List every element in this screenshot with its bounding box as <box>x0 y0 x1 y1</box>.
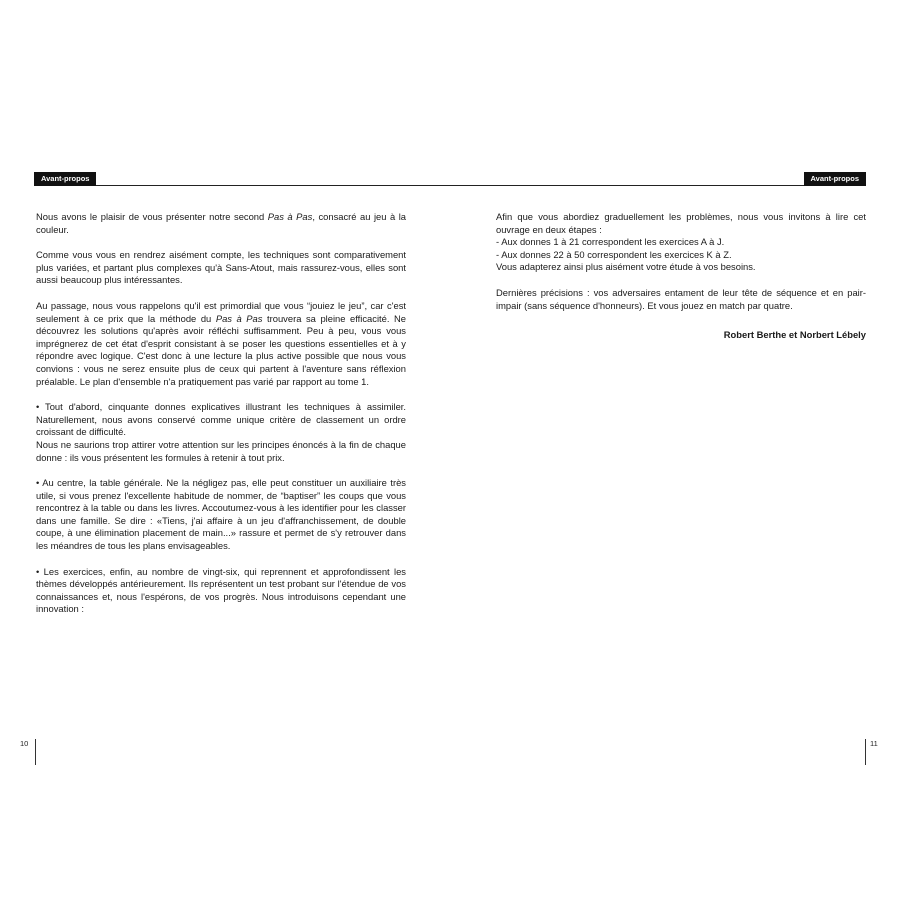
right-page <box>450 0 900 900</box>
paragraph: Afin que vous abordiez graduellement les problèmes, nous vous invitons à lire cet ouvrage en deux étapes : - Aux donnes 1 à 21 correspondent les exercices A à J. - Aux donnes 22 à 50 correspondent les exercices K à Z. Vous adapterez ainsi plus aisément votre étude à vos besoins. <box>496 211 866 273</box>
folio-rule <box>865 739 866 765</box>
bullet-paragraph: • Tout d'abord, cinquante donnes explicatives illustrant les techniques à assimiler. Naturellement, nous avons conservé comme unique critère de classement un ordre croissant de difficulté. Nous ne saurions trop attirer votre attention sur les principes énoncés à la fin de chaque donne : ils vous présentent les formules à retenir à tout prix. <box>36 401 406 463</box>
text-column <box>496 211 866 355</box>
folio-rule <box>35 739 36 765</box>
paragraph: Dernières précisions : vos adversaires entament de leur tête de séquence et en pair-impair (sans séquence d'honneurs). Et vous jouez en match par quatre. <box>496 286 866 311</box>
bullet-paragraph: • Au centre, la table générale. Ne la négligez pas, elle peut constituer un auxiliaire très utile, si vous prenez l'excellente habitude de nommer, de “baptiser” les coups que vous rencontrez à la table ou dans les livres. Accoutumez-vous à les identifier pour les classer dans une famille. Se dire : «Tiens, j'ai affaire à un jeu d'affranchissement, de double coupe, à une élimination placement de main...» rassure et permet de s'y retrouver dans les méandres de tous les plans envisageables. <box>36 477 406 552</box>
signature: Robert Berthe et Norbert Lébely <box>723 329 866 341</box>
text-column <box>36 211 406 629</box>
page-number: 10 <box>20 739 29 748</box>
paragraph: Comme vous vous en rendrez aisément compte, les techniques sont comparativement plus variées, et partant plus complexes qu'à Sans-Atout, mais rassurez-vous, elles sont aussi beaucoup plus intéressantes. <box>36 249 406 286</box>
paragraph: Nous avons le plaisir de vous présenter notre second Pas à Pas, consacré au jeu à la couleur. <box>36 211 406 235</box>
bullet-paragraph: • Les exercices, enfin, au nombre de vingt-six, qui reprennent et approfondissent les thèmes développés antérieurement. Ils représentent un test probant sur l'étendue de vos connaissances et, nous l'espérons, de vos progrès. Nous introduisons cependant une innovation : <box>36 565 406 615</box>
page-number: 11 <box>870 739 878 748</box>
running-head: Avant-propos <box>804 172 866 186</box>
running-head: Avant-propos <box>34 172 96 186</box>
paragraph: Au passage, nous vous rappelons qu'il est primordial que vous “jouiez le jeu”, car c'est seulement à ce prix que la méthode du Pas à Pas trouvera sa pleine efficacité. Ne découvrez les solutions qu'après avoir réfléchi suffisamment. Peu à peu, vous vous imprégnerez de cet état d'esprit consistant à se poser les questions essentielles et à y répondre avec logique. C'est donc à une lecture la plus active possible que nous vous convions : vous ne serez ensuite plus de ceux qui partent à l'aventure sans réflexion préalable. Le plan d'ensemble n'a pratiquement pas varié par rapport au tome 1. <box>36 299 406 387</box>
